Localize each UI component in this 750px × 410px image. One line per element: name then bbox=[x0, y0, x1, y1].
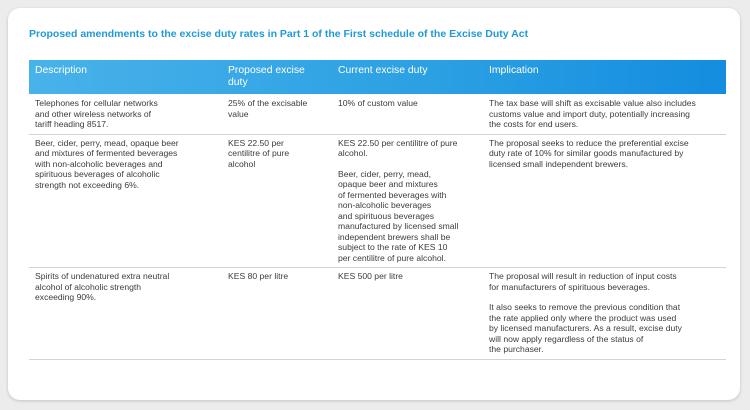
column-header-description: Description bbox=[35, 65, 87, 76]
table-row bbox=[29, 268, 726, 360]
cell-paragraph: The proposal seeks to reduce the preferential excise duty rate of 10% for similar goods manufactured by licensed small independent brewers. bbox=[489, 137, 689, 169]
table-row bbox=[29, 94, 726, 134]
cell-implication bbox=[483, 268, 726, 360]
cell-proposed-duty: 25% of the excisable value bbox=[222, 94, 332, 134]
cell-paragraph: Beer, cider, perry, mead, opaque beer and mixtures of fermented beverages with non-alcoholic beverages and spirituous beverages manufactured by licensed small independent brewers shall be subject to the rate of KES 10 per centilitre of pure alcohol. bbox=[338, 168, 459, 263]
table-title: Proposed amendments to the excise duty rates in Part 1 of the First schedule of the Excise Duty Act bbox=[29, 28, 529, 40]
cell-paragraph: KES 500 per litre bbox=[338, 271, 403, 281]
cell-proposed-duty: KES 80 per litre bbox=[222, 268, 332, 360]
cell-implication bbox=[483, 94, 726, 134]
cell-current-duty bbox=[332, 94, 483, 134]
cell-current-duty bbox=[332, 134, 483, 268]
cell-current-duty bbox=[332, 268, 483, 360]
cell-proposed-duty: KES 22.50 per centilitre of pure alcohol bbox=[222, 134, 332, 268]
cell-paragraph: It also seeks to remove the previous condition that the rate applied only where the product was used by licensed manufacturers. As a result, excise duty will now apply regardless of the status of the purchaser. bbox=[489, 302, 682, 354]
table-row bbox=[29, 134, 726, 268]
column-header-proposed-duty: Proposed excise duty bbox=[228, 65, 305, 88]
cell-paragraph: The tax base will shift as excisable value also includes customs value and import duty, potentially increasing the costs for end users. bbox=[489, 98, 696, 129]
cell-paragraph: The proposal will result in reduction of input costs for manufacturers of spirituous beverages. bbox=[489, 271, 677, 292]
cell-description: Telephones for cellular networks and other wireless networks of tariff heading 8517. bbox=[29, 94, 222, 134]
cell-description: Beer, cider, perry, mead, opaque beer and mixtures of fermented beverages with non-alcoholic beverages and spirituous beverages of alcoholic strength not exceeding 6%. bbox=[29, 134, 222, 268]
cell-paragraph: 10% of custom value bbox=[338, 98, 418, 108]
content-card bbox=[8, 8, 740, 400]
column-header-current-duty: Current excise duty bbox=[338, 65, 428, 76]
cell-description: Spirits of undenatured extra neutral alcohol of alcoholic strength exceeding 90%. bbox=[29, 268, 222, 360]
excise-duty-table bbox=[29, 60, 726, 360]
table-header-row bbox=[29, 60, 726, 94]
cell-implication bbox=[483, 134, 726, 268]
cell-paragraph: KES 22.50 per centilitre of pure alcohol. bbox=[338, 137, 458, 158]
column-header-implication: Implication bbox=[489, 65, 539, 76]
